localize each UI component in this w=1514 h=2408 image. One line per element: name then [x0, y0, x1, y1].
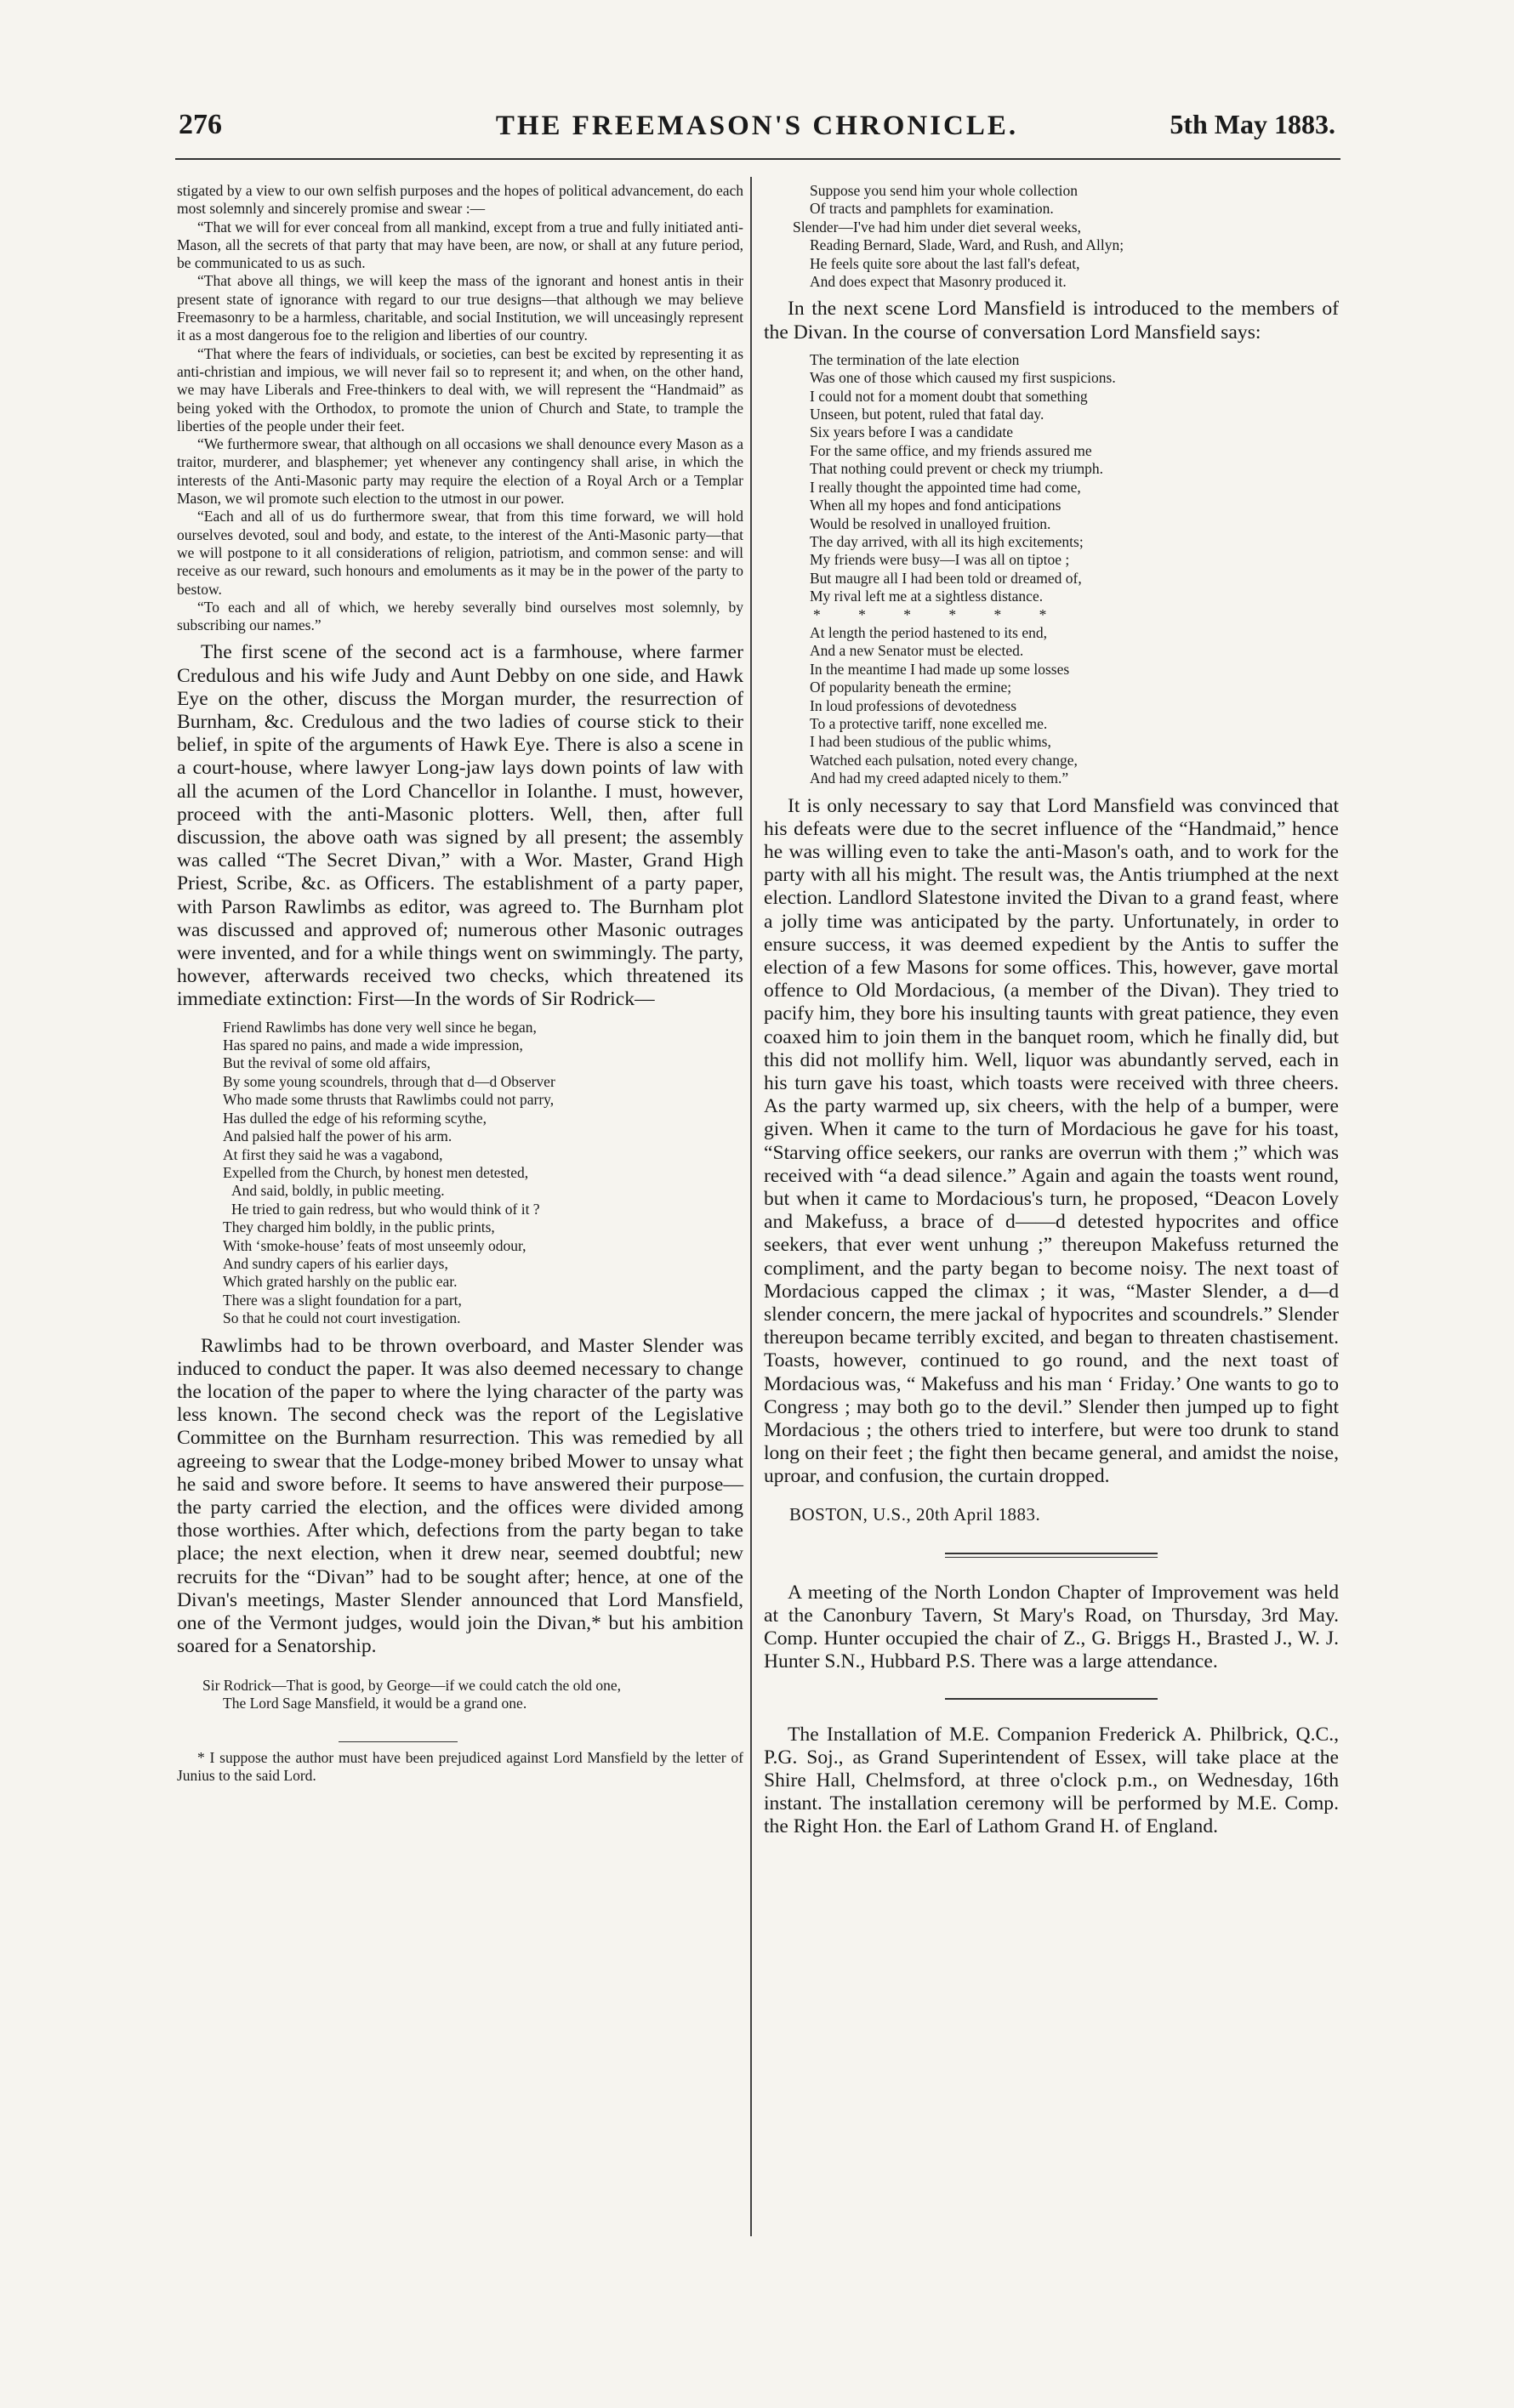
verse-line: He feels quite sore about the last fall's defeat,: [810, 254, 1080, 272]
verse-line: But the revival of some old affairs,: [223, 1054, 431, 1072]
verse-line: The day arrived, with all its high excitements;: [810, 532, 1084, 550]
header-rule: [175, 158, 1340, 160]
notice-paragraph: A meeting of the North London Chapter of Improvement was held at the Canonbury Tavern, St Mary's Road, on Thursday, 3rd May. Comp. Hunter occupied the chair of Z., G. Briggs H., Brasted J., W. J. Hunter S.N., Hubbard P.S. There was a large attendance.: [764, 1581, 1339, 1673]
verse-line: For the same office, and my friends assured me: [810, 441, 1092, 459]
verse-block: [793, 182, 1339, 291]
article-paragraph: The first scene of the second act is a farmhouse, where farmer Credulous and his wife Judy and Aunt Debby on one side, and Hawk Eye on the other, discuss the Morgan murder, the resurrection of Burnham, &c. Credulous and the two ladies of course stick to their belief, in spite of the arguments of Hawk Eye. There is also a scene in a court-house, where lawyer Long-jaw lays down points of law with all the acumen of the Lord Chancellor in Iolanthe. I must, however, proceed with the anti-Masonic plotters. Well, then, after full discussion, the above oath was signed by all present; the assembly was called “The Secret Divan,” with a Wor. Master, Grand High Priest, Scribe, &c. as Officers. The establishment of a party paper, with Parson Rawlimbs as editor, was agreed to. The Burnham plot was discussed and approved of; numerous other Masonic outrages were invented, and for a while things went on swimmingly. The party, however, afterwards received two checks, which threatened its immediate extinction: First—In the words of Sir Rodrick—: [177, 641, 743, 1011]
verse-line: He tried to gain redress, but who would think of it ?: [231, 1200, 540, 1218]
column-divider: [750, 177, 752, 2236]
verse-line: At length the period hastened to its end,: [810, 623, 1047, 641]
verse-line: Expelled from the Church, by honest men detested,: [223, 1163, 529, 1181]
verse-line: At first they said he was a vagabond,: [223, 1145, 443, 1163]
verse-line: So that he could not court investigation.: [223, 1309, 461, 1327]
quote-tail: [177, 1677, 743, 1712]
page-number: 276: [179, 109, 222, 140]
footnote: * I suppose the author must have been prejudiced against Lord Mansfield by the letter of Junius to the said Lord.: [177, 1749, 743, 1785]
article-body: [764, 795, 1339, 1489]
verse-line: In loud professions of devotedness: [810, 696, 1017, 714]
page-header: [179, 109, 1335, 160]
verse-line: When all my hopes and fond anticipations: [810, 497, 1062, 514]
verse-line: With ‘smoke-house’ feats of most unseemly odour,: [223, 1236, 526, 1254]
verse-line: My rival left me at a sightless distance.: [810, 588, 1044, 605]
verse-line: Would be resolved in unalloyed fruition.: [810, 514, 1051, 532]
notice-paragraph: The Installation of M.E. Companion Frederick A. Philbrick, Q.C., P.G. Soj., as Grand Superintendent of Essex, will take place at the Shire Hall, Chelmsford, at three o'clock p.m., on Wednesday, 16th instant. The installation ceremony will be performed by M.E. Comp. the Right Hon. the Earl of Lathom Grand H. of England.: [764, 1723, 1339, 1838]
verse-line: I had been studious of the public whims,: [810, 733, 1051, 751]
verse-line: Has spared no pains, and made a wide impression,: [223, 1036, 523, 1054]
verse-line: And palsied half the power of his arm.: [223, 1127, 452, 1145]
verse-block: [810, 351, 1339, 788]
verse-block: [223, 1019, 743, 1328]
oath-paragraph: “To each and all of which, we hereby severally bind ourselves most solemnly, by subscribing our names.”: [177, 598, 743, 634]
verse-line: They charged him boldly, in the public prints,: [223, 1218, 495, 1236]
verse-line: Reading Bernard, Slade, Ward, and Rush, and Allyn;: [810, 236, 1124, 254]
article-paragraph: It is only necessary to say that Lord Mansfield was convinced that his defeats were due to the secret influence of the “Handmaid,” hence he was willing even to take the anti-Mason's oath, and to work for the party with all his might. The result was, the Antis triumphed at the next election. Landlord Slatestone invited the Divan to a grand feast, where a jolly time was anticipated by the party. Unfortunately, in order to ensure success, it was deemed expedient by the Antis to suffer the election of a few Masons for some offices. This, however, gave mortal offence to Old Mordacious, (a member of the Divan). They tried to pacify him, they bore his insulting taunts with great patience, they even coaxed him to join them in the banquet room, which he finally did, but this did not mollify him. Well, liquor was abundantly served, each in his turn gave his toast, which toasts were received with three cheers. As the party warmed up, six cheers, with the help of a bumper, were given. When it came to the turn of Mordacious he gave for his toast, “Starving office seekers, our ranks are overrun with them ;” which was received with “a dead silence.” Again and again the toasts went round, but when it came to Mordacious's turn, he proposed, “Deacon Lovely and Makefuss, a brace of d——d detested hypocrites and office seekers, that ever went unhung ;” thereupon Makefuss returned the compliment, and the party began to become noisy. The next toast of Mordacious capped the climax ; it was, “Master Slender, a d—d slender concern, the mere jackal of hypocrites and scoundrels.” Slender thereupon became terribly excited, and began to threaten chastisement. Toasts, however, continued to go round, and the next toast of Mordacious was, “ Makefuss and his man ‘ Friday.’ One wants to go to Congress ; may both go to the devil.” Slender then jumped up to fight Mordacious ; the others tried to interfere, but were too drunk to stand long on their feet ; the fight then became general, and amidst the noise, uproar, and confusion, the curtain dropped.: [764, 794, 1339, 1488]
verse-line: Who made some thrusts that Rawlimbs could not parry,: [223, 1091, 555, 1109]
article-paragraph: Rawlimbs had to be thrown overboard, and Master Slender was induced to conduct the paper. It was also deemed necessary to change the location of the paper to where the lying character of the party was less known. The second check was the report of the Legislative Committee on the Burnham resurrection. This was remedied by all agreeing to swear that the Lodge-money bribed Mower to unsay what he said and swore before. It seems to have answered their purpose—the party carried the election, and the offices were divided among those worthies. After which, defections from the party began to take place; the next election, when it drew near, seemed doubtful; new recruits for the “Divan” had to be sought after; hence, at one of the Divan's meetings, Master Slender announced that Lord Mansfield, one of the Vermont judges, would join the Divan,* but his ambition soared for a Senatorship.: [177, 1334, 743, 1658]
verse-line: And a new Senator must be elected.: [810, 642, 1024, 660]
oath-text: [177, 182, 743, 634]
ellipsis-stars: * * * * * *: [813, 605, 1047, 623]
verse-line: Six years before I was a candidate: [810, 423, 1014, 441]
section-divider: [945, 1698, 1158, 1700]
article-body: [764, 298, 1339, 344]
verse-line: Sir Rodrick—That is good, by George—if we could catch the old one,: [202, 1677, 621, 1695]
verse-line: Friend Rawlimbs has done very well since he began,: [223, 1018, 537, 1036]
verse-line: And does expect that Masonry produced it.: [810, 273, 1067, 291]
verse-line: The Lord Sage Mansfield, it would be a grand one.: [223, 1695, 527, 1712]
footnote-rule: [339, 1741, 458, 1742]
verse-line: Of popularity beneath the ermine;: [810, 679, 1012, 696]
notice-chapter-meeting: [764, 1582, 1339, 1674]
verse-line: To a protective tariff, none excelled me.: [810, 714, 1048, 732]
verse-line: Which grated harshly on the public ear.: [223, 1273, 458, 1291]
oath-paragraph: stigated by a view to our own selfish purposes and the hopes of political advancement, do each most solemnly and sincerely promise and swear :—: [177, 182, 743, 218]
verse-line: Unseen, but potent, ruled that fatal day.: [810, 406, 1044, 423]
verse-line: Has dulled the edge of his reforming scythe,: [223, 1109, 487, 1127]
article-body: [177, 1335, 743, 1659]
verse-line: Was one of those which caused my first suspicions.: [810, 369, 1116, 387]
oath-paragraph: “We furthermore swear, that although on all occasions we shall denounce every Mason as a traitor, murderer, and blasphemer; yet whenever any contingency shall arise, in which the interests of the Anti-Masonic party may require the election of a Royal Arch or a Templar Mason, we wil promote such election to the utmost in our power.: [177, 435, 743, 508]
issue-date: 5th May 1883.: [1170, 109, 1335, 139]
article-body: [177, 641, 743, 1011]
verse-line: That nothing could prevent or check my triumph.: [810, 460, 1104, 478]
verse-line: I could not for a moment doubt that something: [810, 387, 1088, 405]
verse-line: My friends were busy—I was all on tiptoe ;: [810, 551, 1070, 569]
notice-installation: [764, 1724, 1339, 1839]
verse-line: In the meantime I had made up some losses: [810, 660, 1070, 678]
oath-paragraph: “That above all things, we will keep the mass of the ignorant and honest antis in their present state of ignorance with regard to our true designs—that although we may believe Freemasonry to be a harmless, charitable, and social Institution, we will unceasingly represent it as a most dangerous foe to the religion and liberties of our country.: [177, 272, 743, 344]
verse-line: And sundry capers of his earlier days,: [223, 1254, 448, 1272]
newspaper-title: THE FREEMASON'S CHRONICLE.: [495, 111, 1019, 141]
verse-line: Suppose you send him your whole collection: [810, 182, 1078, 199]
oath-paragraph: “Each and all of us do furthermore swear, that from this time forward, we will hold ourselves devoted, soul and body, and estate, to the interest of the Anti-Masonic party—that we will postpone to it all considerations of religion, patriotism, and common sense: and will receive as our reward, such honours and emoluments as it may be in the power of the party to bestow.: [177, 508, 743, 598]
verse-line: I really thought the appointed time had come,: [810, 478, 1081, 496]
left-column: [177, 182, 743, 1785]
verse-line: Watched each pulsation, noted every change,: [810, 751, 1078, 769]
verse-line: Slender—I've had him under diet several weeks,: [793, 218, 1081, 236]
article-signoff: BOSTON, U.S., 20th April 1883.: [789, 1503, 1041, 1525]
verse-line: But maugre all I had been told or dreamed of,: [810, 569, 1082, 587]
verse-line: The termination of the late election: [810, 350, 1020, 368]
verse-line: Of tracts and pamphlets for examination.: [810, 200, 1054, 218]
right-column: [764, 182, 1339, 1846]
verse-line: There was a slight foundation for a part,: [223, 1291, 462, 1309]
oath-paragraph: “That we will for ever conceal from all mankind, except from a true and fully initiated anti-Mason, all the secrets of that party that may have been, are now, or shall at any future period, be communicated to us as such.: [177, 218, 743, 272]
verse-line: And had my creed adapted nicely to them.”: [810, 770, 1069, 787]
section-divider: [945, 1553, 1158, 1558]
verse-line: And said, boldly, in public meeting.: [231, 1182, 445, 1200]
oath-paragraph: “That where the fears of individuals, or societies, can best be excited by representing it as anti-christian and impious, we will never fail so to represent it; and when, on the other hand, we may have Liberals and Free-thinkers to deal with, we will represent the “Handmaid” as being yoked with the Orthodox, to promote the union of Church and State, to trample the liberties of the people under their feet.: [177, 344, 743, 434]
article-paragraph: In the next scene Lord Mansfield is introduced to the members of the Divan. In the course of conversation Lord Mansfield says:: [764, 298, 1339, 344]
verse-line: By some young scoundrels, through that d—d Observer: [223, 1072, 555, 1090]
